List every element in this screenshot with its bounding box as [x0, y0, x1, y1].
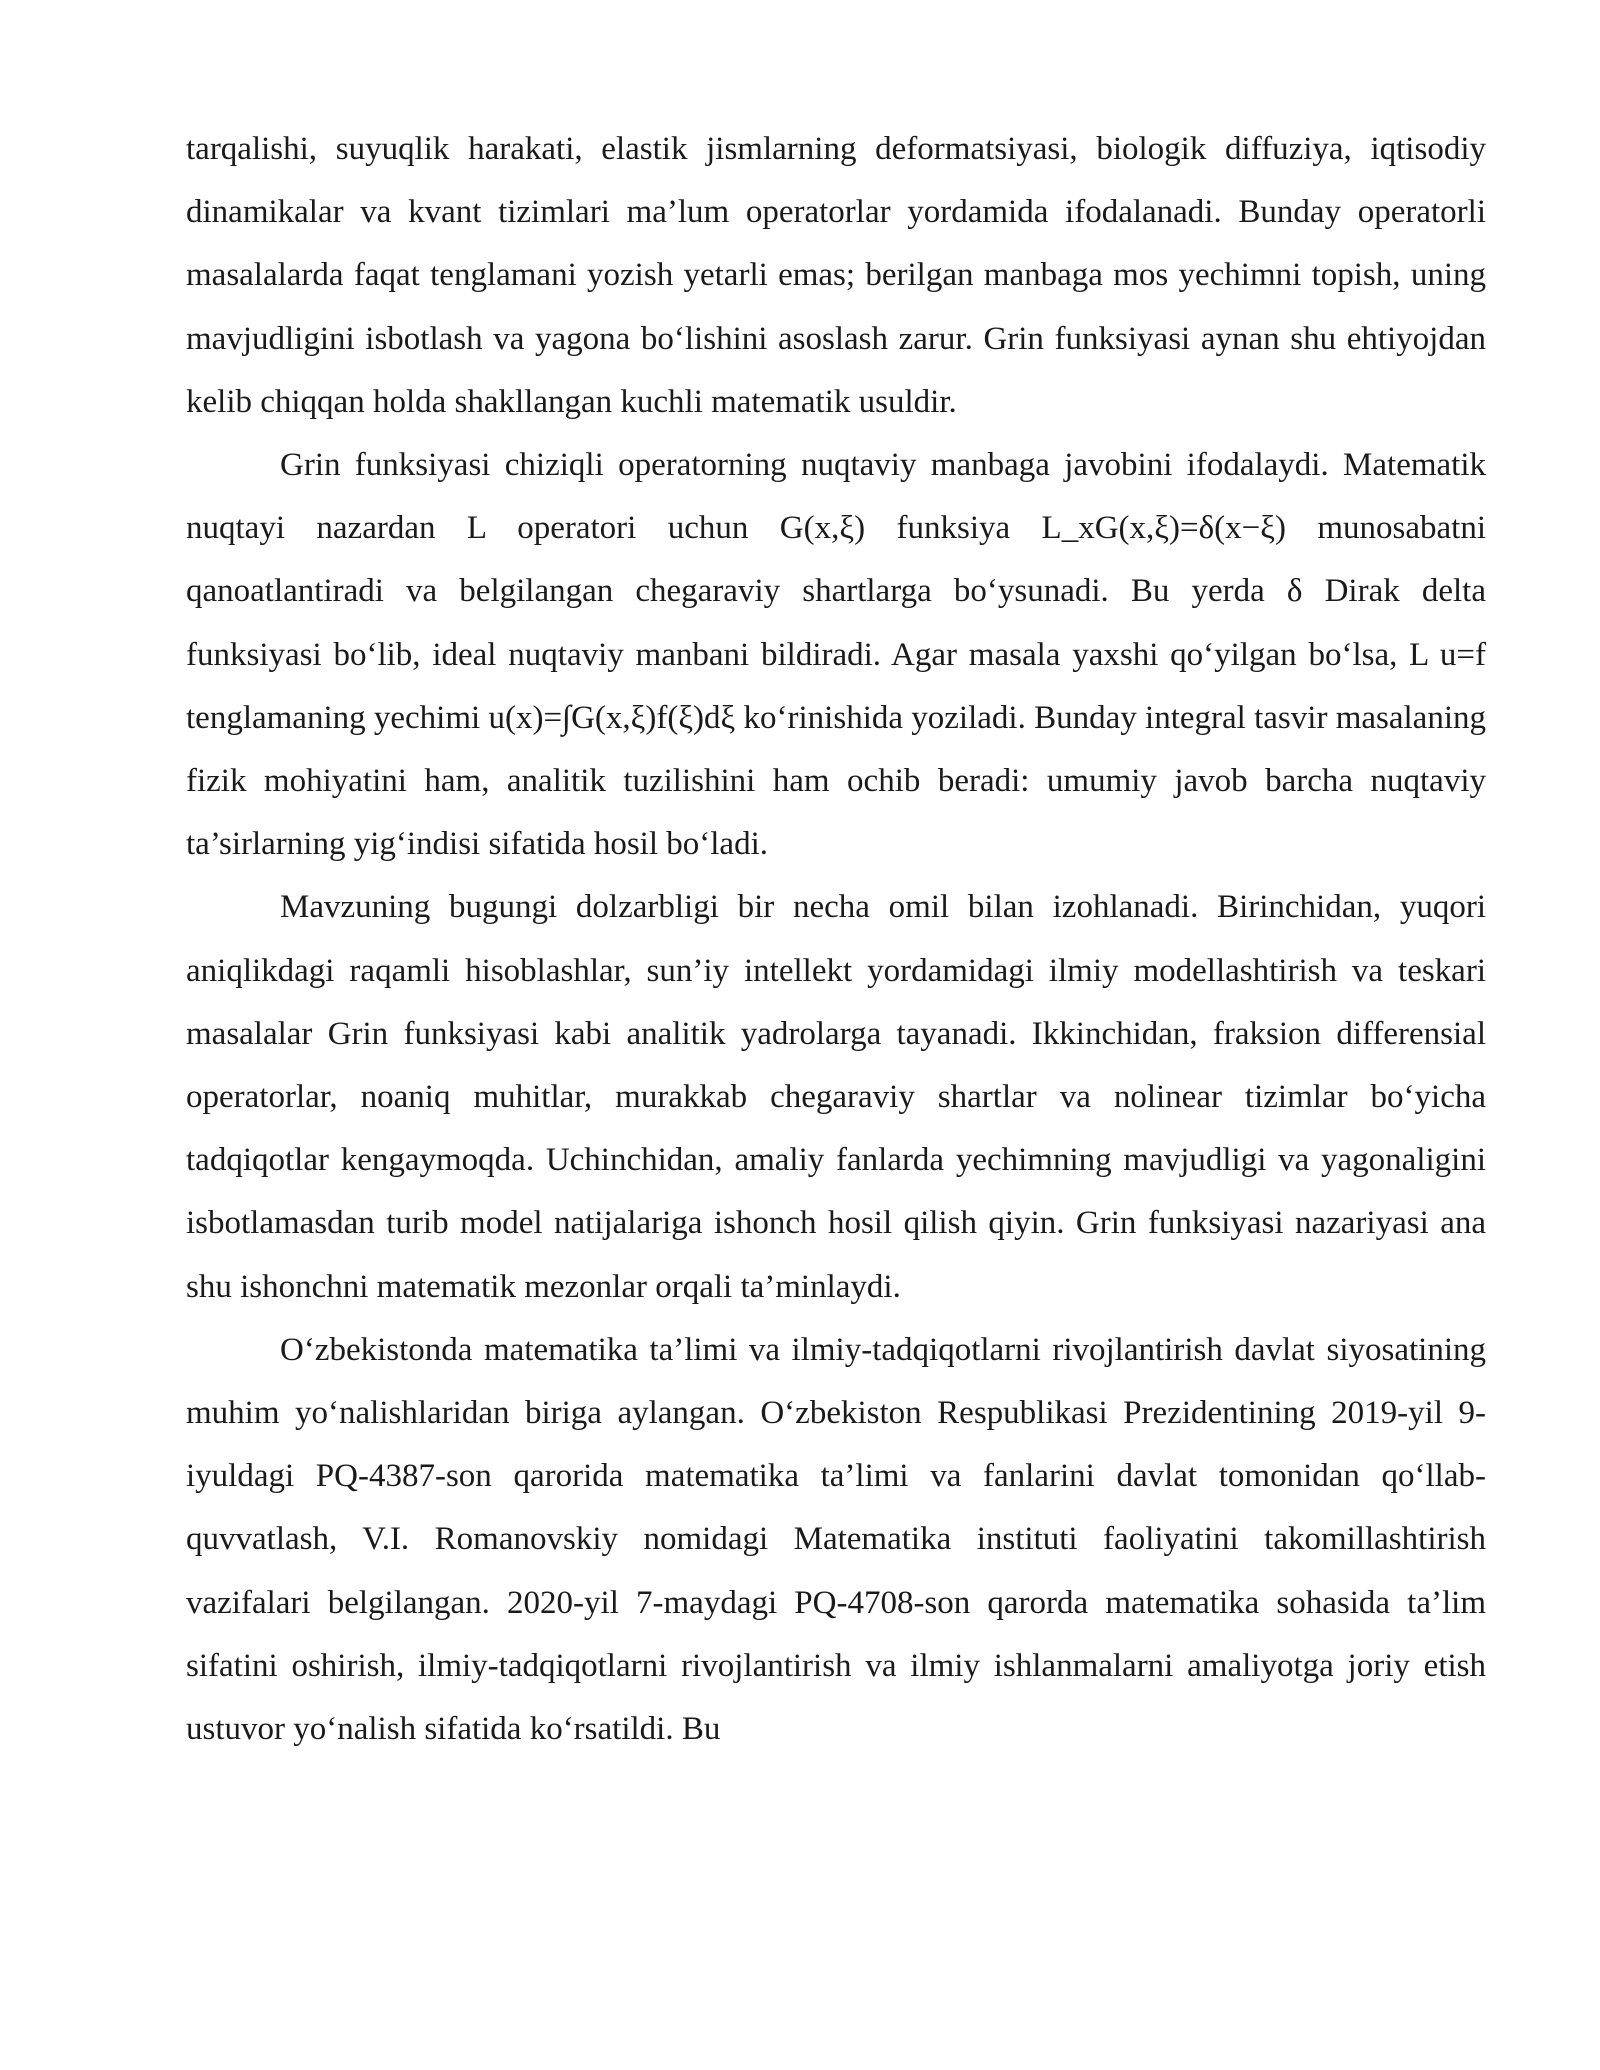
paragraph-green-function-definition: Grin funksiyasi chiziqli operatorning nuqtaviy manbaga javobini ifodalaydi. Matematik nuqtayi nazardan L operatori uchun G(x,ξ) funksiya L_xG(x,ξ)=δ(x−ξ) munosabatni qanoatlantiradi va belgilangan chegaraviy shartlarga bo‘ysunadi. Bu yerda δ Dirak delta funksiyasi bo‘lib, ideal nuqtaviy manbani bildiradi. Agar masala yaxshi qo‘yilgan bo‘lsa, L u=f tenglamaning yechimi u(x)=∫G(x,ξ)f(ξ)dξ ko‘rinishida yoziladi. Bunday integral tasvir masalaning fizik mohiyatini ham, analitik tuzilishini ham ochib beradi: umumiy javob barcha nuqtaviy ta’sirlarning yig‘indisi sifatida hosil bo‘ladi. [186, 447, 1486, 863]
paragraph-uzbekistan-policy: O‘zbekistonda matematika ta’limi va ilmiy-tadqiqotlarni rivojlantirish davlat siyosatining muhim yo‘nalishlaridan biriga aylangan. O‘zbekiston Respublikasi Prezidentining 2019-yil 9-iyuldagi PQ-4387-son qarorida matematika ta’limi va fanlarini davlat tomonidan qo‘llab-quvvatlash, V.I. Romanovskiy nomidagi Matematika instituti faoliyatini takomillashtirish vazifalari belgilangan. 2020-yil 7-maydagi PQ-4708-son qarorda matematika sohasida ta’lim sifatini oshirish, ilmiy-tadqiqotlarni rivojlantirish va ilmiy ishlanmalarni amaliyotga joriy etish ustuvor yo‘nalish sifatida ko‘rsatildi. Bu [186, 1331, 1486, 1748]
paragraph-continuation: tarqalishi, suyuqlik harakati, elastik jismlarning deformatsiyasi, biologik diffuziya, iqtisodiy dinamikalar va kvant tizimlari ma’lum operatorlar yordamida ifodalanadi. Bunday operatorli masalalarda faqat tenglamani yozish yetarli emas; berilgan manbaga mos yechimni topish, uning mavjudligini isbotlash va yagona bo‘lishini asoslash zarur. Grin funksiyasi aynan shu ehtiyojdan kelib chiqqan holda shakllangan kuchli matematik usuldir. [186, 131, 1486, 420]
body-text [186, 118, 1486, 1761]
paragraph-topic-relevance: Mavzuning bugungi dolzarbligi bir necha omil bilan izohlanadi. Birinchidan, yuqori aniqlikdagi raqamli hisoblashlar, sun’iy intellekt yordamidagi ilmiy modellashtirish va teskari masalalar Grin funksiyasi kabi analitik yadrolarga tayanadi. Ikkinchidan, fraksion differensial operatorlar, noaniq muhitlar, murakkab chegaraviy shartlar va nolinear tizimlar bo‘yicha tadqiqotlar kengaymoqda. Uchinchidan, amaliy fanlarda yechimning mavjudligi va yagonaligini isbotlamasdan turib model natijalariga ishonch hosil qilish qiyin. Grin funksiyasi nazariyasi ana shu ishonchni matematik mezonlar orqali ta’minlaydi. [186, 889, 1486, 1305]
